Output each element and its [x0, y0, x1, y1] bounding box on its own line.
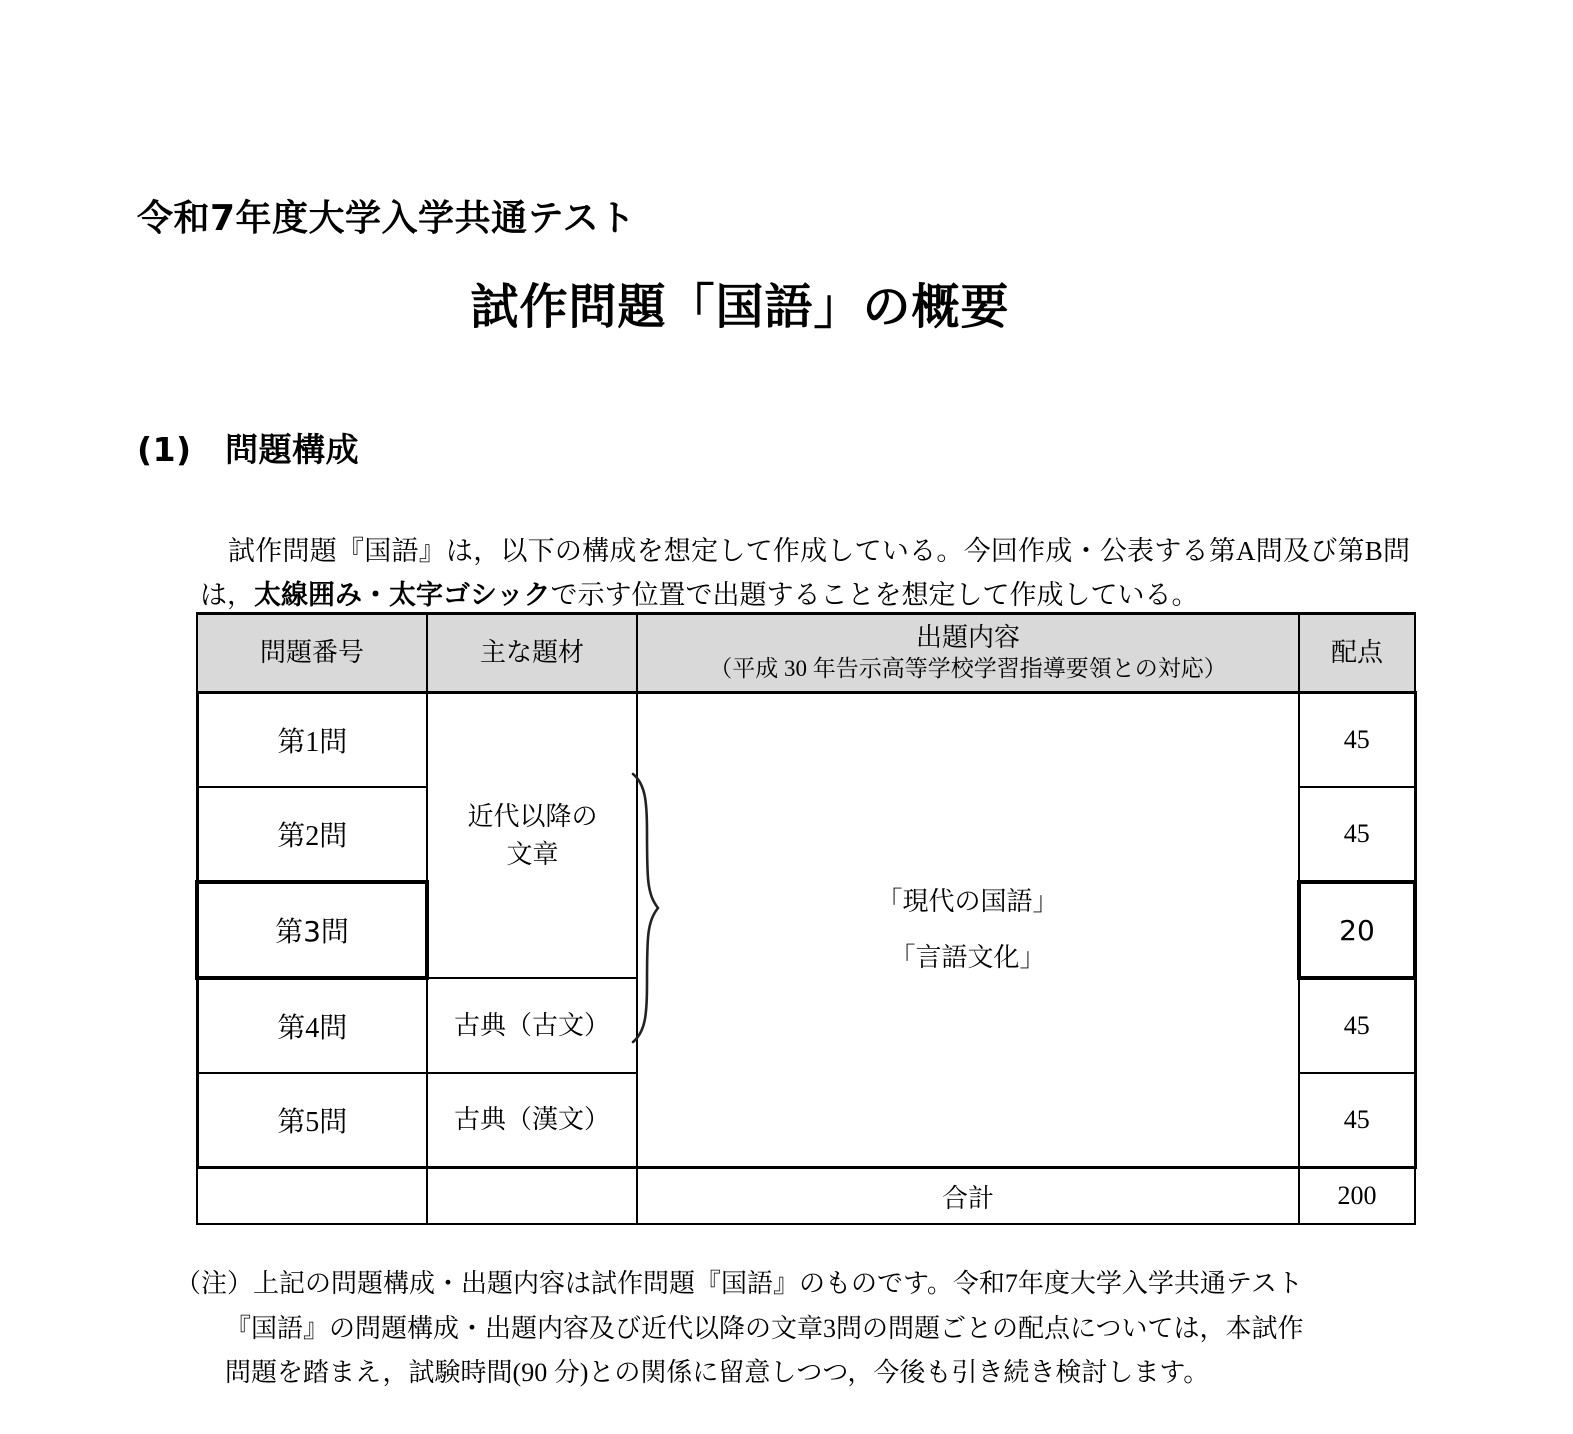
cell-material: 古典（漢文）: [427, 1073, 637, 1168]
total-empty-cell-2: [427, 1168, 637, 1225]
cell-points: 45: [1299, 1073, 1415, 1168]
table-total-row: [197, 1168, 1415, 1225]
cell-material: 古典（古文）: [427, 978, 637, 1073]
cell-material-line1: 近代以降の: [467, 801, 598, 831]
cell-question-number: 第1問: [197, 693, 427, 788]
table-header-row: [197, 614, 1415, 693]
table-row: [197, 693, 1415, 788]
total-points: 200: [1299, 1168, 1415, 1225]
header-material: 主な題材: [427, 614, 637, 693]
content-subject-1: 「現代の国語」: [876, 887, 1059, 917]
cell-material-modern-text: [427, 693, 637, 979]
header-content-main: 出題内容: [915, 623, 1020, 653]
header-content-sub: （平成 30 年告示高等学校学習指導要領との対応）: [709, 655, 1227, 681]
cell-material-line2: 文章: [506, 839, 559, 869]
table-body: [197, 693, 1415, 1225]
cell-points: 45: [1299, 787, 1415, 882]
cell-points: 45: [1299, 978, 1415, 1073]
cell-question-number: 第2問: [197, 787, 427, 882]
document-title-main: 試作問題「国語」の概要: [470, 279, 1010, 335]
cell-question-number: 第5問: [197, 1073, 427, 1168]
total-empty-cell-1: [197, 1168, 427, 1225]
header-points: 配点: [1299, 614, 1415, 693]
footnote-line-2: 『国語』の問題構成・出題内容及び近代以降の文章3問の問題ごとの配点については，本試作: [225, 1313, 1304, 1343]
section-heading-problem-structure: (1) 問題構成: [137, 430, 360, 469]
document-title-subtitle: 令和7年度大学入学共通テスト: [137, 198, 636, 239]
cell-points: 45: [1299, 693, 1415, 788]
problem-structure-table: [195, 612, 1417, 1225]
cell-points-emphasized: 20: [1299, 882, 1415, 978]
intro-paragraph: [200, 530, 1410, 617]
footnote-line-1: （注）上記の問題構成・出題内容は試作問題『国語』のものです。令和7年度大学入学共通テスト: [175, 1269, 1303, 1298]
intro-text-part2: で示す位置で出題することを想定して作成している。: [550, 579, 1199, 610]
total-label: 合計: [637, 1168, 1299, 1225]
intro-text-part1: 試作問題『国語』は，以下の構成を想定して作成している。今回作成・公表する第A問及び第B問は，: [200, 536, 1410, 610]
intro-text-emphasis: 太線囲み・太字ゴシック: [254, 579, 551, 611]
header-content: [637, 614, 1299, 693]
cell-question-number-emphasized: 第3問: [197, 882, 427, 978]
problem-structure-table-wrapper: [195, 612, 1405, 1225]
table-header: [197, 614, 1415, 693]
content-subject-2: 「言語文化」: [889, 943, 1046, 972]
footnote-line-3: 問題を踏まえ，試験時間(90 分)との関係に留意しつつ，今後も引き続き検討します。: [225, 1358, 1210, 1388]
header-question-number: 問題番号: [197, 614, 427, 693]
cell-content-subjects: [637, 693, 1299, 1168]
footnote-block: [175, 1262, 1410, 1396]
cell-question-number: 第4問: [197, 978, 427, 1073]
